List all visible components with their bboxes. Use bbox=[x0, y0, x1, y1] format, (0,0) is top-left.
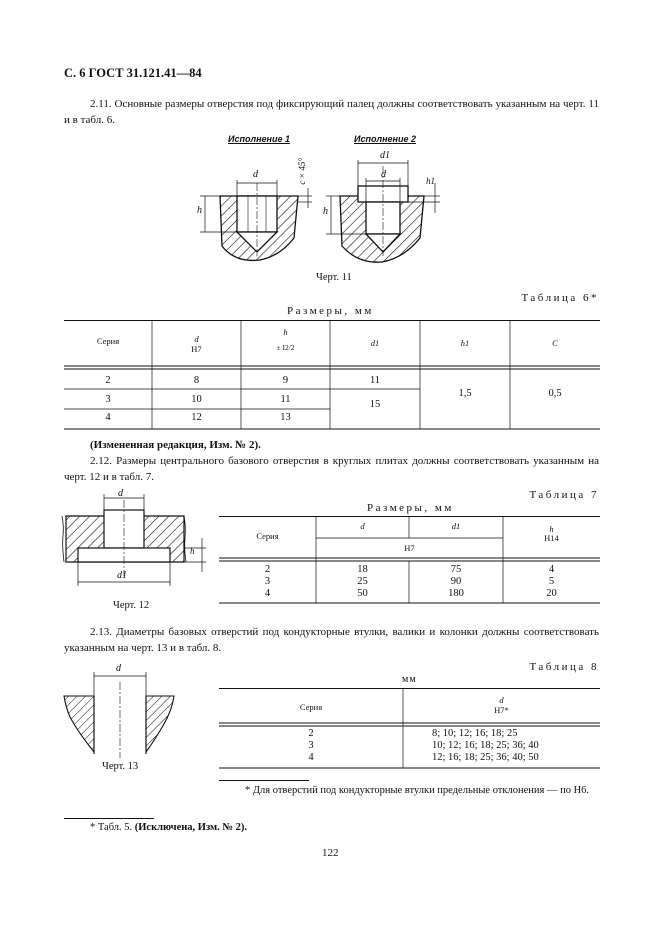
t6-r2-seria: 3 bbox=[105, 394, 111, 405]
t6-h-d-tol: H7 bbox=[191, 344, 202, 354]
page-number: 122 bbox=[322, 847, 339, 859]
section-2-13: 2.13. Диаметры базовых отверстий под кондукторные втулки, валики и колонки должны соответствовать указанным на черт. 13 и в табл. 8. bbox=[64, 626, 599, 654]
footnote-page-bold: (Исключена, Изм. № 2). bbox=[134, 822, 247, 833]
fig11-label-v1: Исполнение 1 bbox=[228, 134, 290, 144]
footnote-rule-page bbox=[64, 818, 154, 819]
t7-r2-seria: 3 bbox=[264, 576, 271, 587]
t6-r3-d: 12 bbox=[191, 412, 202, 423]
fig11-d-v2: d bbox=[381, 169, 386, 180]
section-2-12: 2.12. Размеры центрального базового отверстия в круглых плитах должны соответствовать указанным на черт. 12 и в табл. 7. bbox=[64, 455, 599, 483]
fig11-caption: Черт. 11 bbox=[316, 272, 352, 283]
t7-h-h-tol: H14 bbox=[544, 533, 559, 543]
page-header: С. 6 ГОСТ 31.121.41—84 bbox=[64, 66, 202, 80]
section-2-11: 2.11. Основные размеры отверстия под фиксирующий палец должны соответствовать указанным на черт. 11 и в табл. 6. bbox=[64, 98, 599, 126]
t6-h-h1: h1 bbox=[460, 338, 470, 348]
fig11-h1: h1 bbox=[426, 176, 435, 186]
t6-h-c: C bbox=[552, 338, 558, 348]
table7-units: Размеры, мм bbox=[367, 502, 454, 514]
t7-r1-d1: 75 bbox=[450, 564, 462, 575]
edit-note: (Измененная редакция, Изм. № 2). bbox=[90, 439, 261, 451]
fig11-label-v2: Исполнение 2 bbox=[354, 134, 416, 144]
t7-h-seria: Серия bbox=[256, 531, 279, 541]
fig11-d-v1: d bbox=[253, 169, 258, 180]
t7-h-d: d bbox=[360, 521, 365, 531]
figure-13 bbox=[60, 662, 180, 762]
t6-r3-h: 13 bbox=[280, 412, 291, 423]
t6-r1-d1: 11 bbox=[369, 375, 381, 386]
t6-r2-d: 10 bbox=[191, 394, 202, 405]
t7-r3-h: 20 bbox=[546, 588, 557, 599]
t6-h-h-tol: ± I2/2 bbox=[276, 343, 295, 352]
t6-h-h: h bbox=[283, 327, 288, 337]
t8-r3-d: 12; 16; 18; 25; 36; 40; 50 bbox=[432, 752, 539, 763]
t6-h1-value: 1,5 bbox=[458, 388, 472, 399]
t8-r1-seria: 2 bbox=[308, 728, 314, 739]
t8-h-tol: H7* bbox=[494, 705, 509, 715]
t6-h-d: d bbox=[194, 334, 199, 344]
t7-r2-d: 25 bbox=[357, 576, 368, 587]
t6-r3-seria: 4 bbox=[105, 412, 111, 423]
table8-units: мм bbox=[402, 674, 417, 685]
t7-r3-d: 50 bbox=[357, 588, 368, 599]
footnote-page bbox=[90, 822, 247, 833]
footnote-page-text: * Табл. 5. bbox=[90, 822, 135, 833]
table8-title: Таблица 8 bbox=[529, 661, 599, 673]
t7-h-d1: d1 bbox=[451, 521, 461, 531]
fig12-h: h bbox=[190, 546, 195, 556]
t7-h-tol: H7 bbox=[404, 543, 415, 553]
fig11-h-v2: h bbox=[323, 206, 328, 217]
t8-r1-d: 8; 10; 12; 16; 18; 25 bbox=[432, 728, 518, 739]
t6-r2-d1: 15 bbox=[369, 399, 381, 410]
fig12-caption: Черт. 12 bbox=[113, 600, 150, 611]
t6-r1-h: 9 bbox=[282, 375, 289, 386]
fig12-d1: d1 bbox=[117, 570, 127, 581]
t6-h-d1: d1 bbox=[370, 338, 380, 348]
t6-r1-d: 8 bbox=[193, 375, 200, 386]
t6-c-value: 0,5 bbox=[548, 388, 562, 399]
t7-r2-h: 5 bbox=[548, 576, 555, 587]
table6-title: Таблица 6* bbox=[521, 292, 599, 304]
footnote-rule-table8 bbox=[219, 780, 309, 781]
fig13-caption: Черт. 13 bbox=[102, 761, 139, 772]
t8-r2-d: 10; 12; 16; 18; 25; 36; 40 bbox=[432, 740, 539, 751]
table6-units: Размеры, мм bbox=[287, 305, 374, 317]
t7-r3-d1: 180 bbox=[448, 588, 464, 599]
t7-r1-seria: 2 bbox=[264, 564, 271, 575]
t6-h-seria: Серия bbox=[96, 336, 120, 346]
t8-h-seria: Серия bbox=[299, 702, 323, 712]
figure-12 bbox=[60, 486, 210, 598]
t7-h-h: h bbox=[549, 524, 554, 534]
fig11-chamfer: c×45° bbox=[297, 158, 307, 185]
t8-h-d: d bbox=[499, 695, 504, 705]
table7-title: Таблица 7 bbox=[529, 489, 599, 501]
t7-r2-d1: 90 bbox=[450, 576, 462, 587]
t8-r2-seria: 3 bbox=[308, 740, 314, 751]
t7-r1-d: 18 bbox=[357, 564, 368, 575]
t7-r1-h: 4 bbox=[548, 564, 555, 575]
fig11-h-v1: h bbox=[197, 205, 202, 216]
t8-r3-seria: 4 bbox=[308, 752, 314, 763]
t6-r1-seria: 2 bbox=[105, 375, 111, 386]
footnote-table8: * Для отверстий под кондукторные втулки предельные отклонения — по H6. bbox=[245, 785, 590, 796]
t7-r3-seria: 4 bbox=[264, 588, 271, 599]
figure-11 bbox=[190, 128, 450, 273]
fig11-d1: d1 bbox=[380, 150, 390, 161]
fig13-d: d bbox=[116, 663, 121, 674]
t6-r2-h: 11 bbox=[280, 394, 291, 405]
fig12-d: d bbox=[118, 488, 123, 499]
